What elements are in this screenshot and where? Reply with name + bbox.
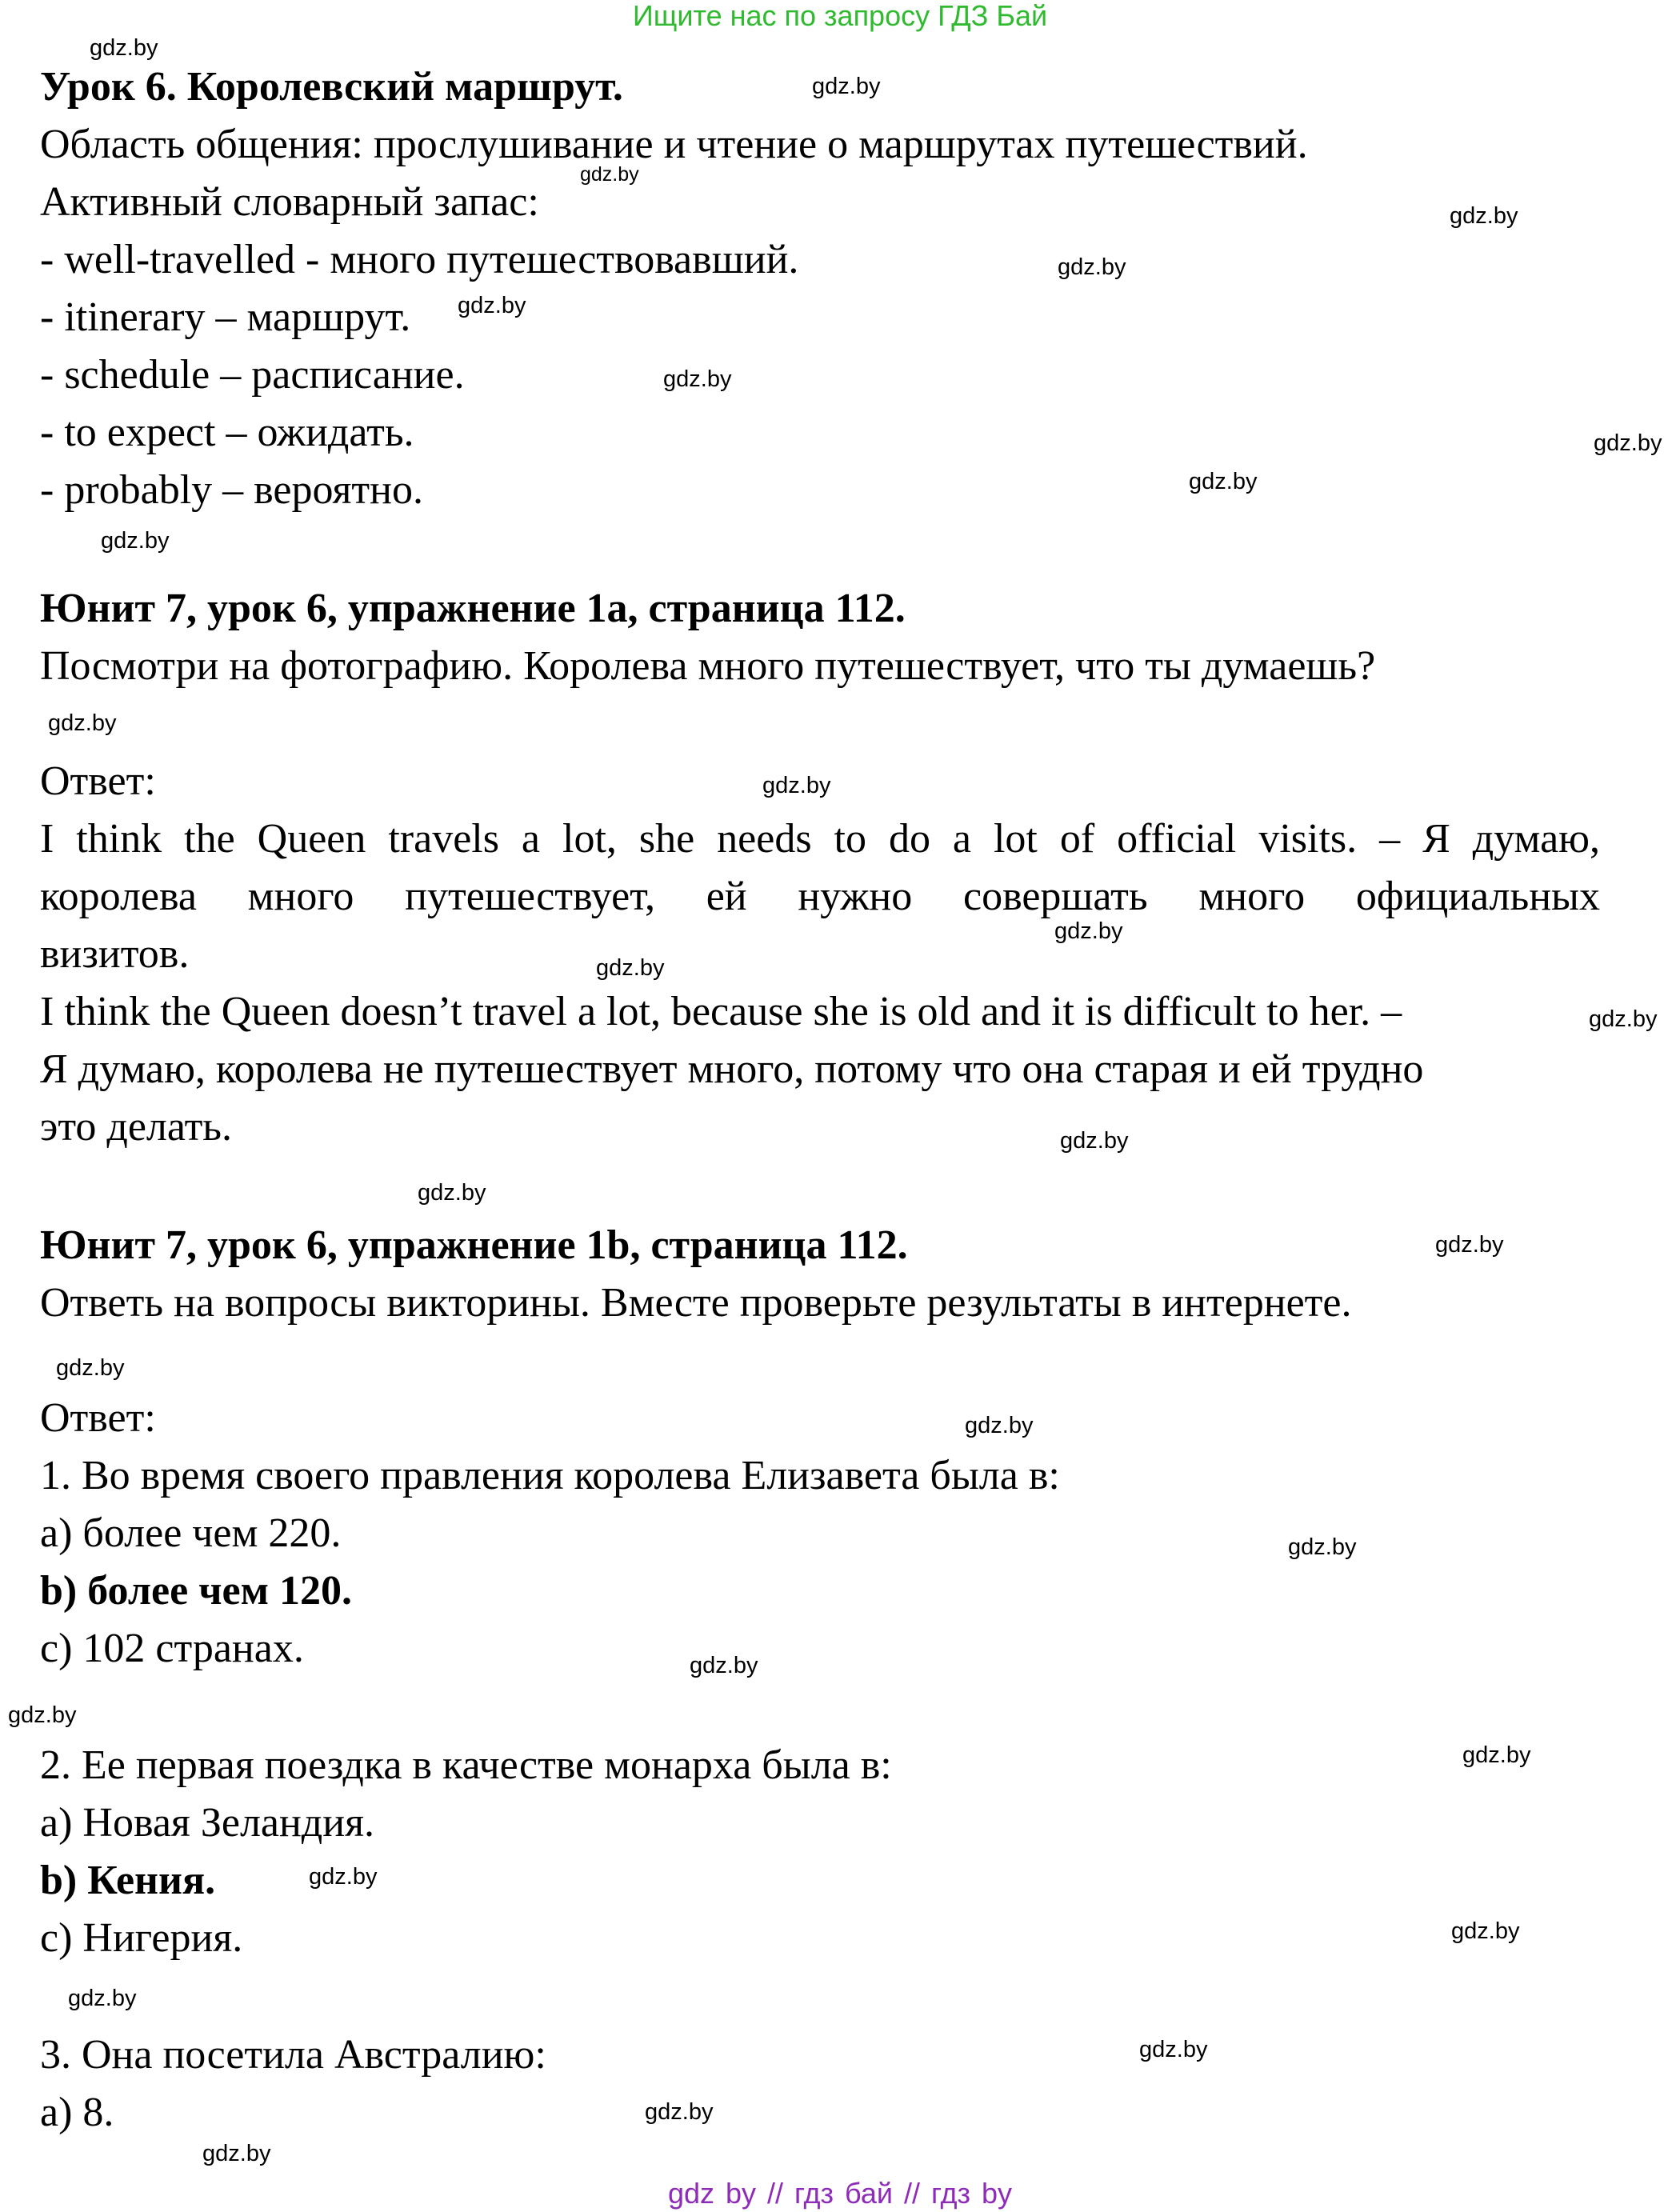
ex1a-answer-label: Ответ: bbox=[40, 758, 156, 804]
q1-option-b-correct: b) более чем 120. bbox=[40, 1568, 353, 1614]
q1-question: 1. Во время своего правления королева Елизавета была в: bbox=[40, 1453, 1060, 1498]
watermark: gdz.by bbox=[1435, 1232, 1504, 1258]
ex1a-answer-line: Я думаю, королева не путешествует много, потому что она старая и ей трудно bbox=[40, 1046, 1424, 1092]
watermark: gdz.by bbox=[1594, 430, 1662, 456]
vocab-item: - to expect – ожидать. bbox=[40, 410, 414, 455]
watermark: gdz.by bbox=[1139, 2037, 1208, 2062]
watermark: gdz.by bbox=[762, 773, 831, 798]
watermark: gdz.by bbox=[580, 163, 639, 186]
watermark: gdz.by bbox=[1451, 1918, 1520, 1944]
watermark: gdz.by bbox=[8, 1702, 77, 1728]
watermark: gdz.by bbox=[645, 2099, 714, 2125]
q2-option-a: а) Новая Зеландия. bbox=[40, 1800, 375, 1846]
watermark: gdz.by bbox=[1450, 203, 1518, 229]
watermark: gdz.by bbox=[965, 1413, 1034, 1438]
q1-option-a: а) более чем 220. bbox=[40, 1510, 342, 1556]
watermark: gdz.by bbox=[90, 35, 158, 61]
ex1a-answer-line: I think the Queen travels a lot, she needs to do a lot of official visits. – Я думаю, bbox=[40, 816, 1600, 862]
watermark: gdz.by bbox=[663, 366, 732, 392]
watermark: gdz.by bbox=[1589, 1006, 1658, 1032]
watermark: gdz.by bbox=[1054, 918, 1123, 944]
watermark: gdz.by bbox=[690, 1653, 758, 1678]
q2-option-c: с) Нигерия. bbox=[40, 1915, 243, 1961]
ex1b-heading: Юнит 7, урок 6, упражнение 1b, страница 112. bbox=[40, 1222, 908, 1268]
vocab-item: - schedule – расписание. bbox=[40, 352, 465, 398]
watermark: gdz.by bbox=[1058, 254, 1126, 280]
q2-option-b-correct: b) Кения. bbox=[40, 1858, 216, 1903]
watermark: gdz.by bbox=[56, 1355, 125, 1381]
watermark: gdz.by bbox=[202, 2141, 271, 2166]
ex1b-task: Ответь на вопросы викторины. Вместе проверьте результаты в интернете. bbox=[40, 1280, 1352, 1326]
lesson-title: Урок 6. Королевский маршрут. bbox=[40, 64, 623, 110]
bottom-banner[interactable]: gdz by // гдз бай // гдз by bbox=[667, 2177, 1013, 2210]
q2-question: 2. Ее первая поездка в качестве монарха была в: bbox=[40, 1742, 892, 1788]
q3-question: 3. Она посетила Австралию: bbox=[40, 2032, 546, 2078]
watermark: gdz.by bbox=[1060, 1128, 1129, 1154]
q1-option-c: с) 102 странах. bbox=[40, 1626, 304, 1671]
watermark: gdz.by bbox=[1288, 1534, 1357, 1560]
watermark: gdz.by bbox=[68, 1986, 137, 2011]
ex1a-task: Посмотри на фотографию. Королева много путешествует, что ты думаешь? bbox=[40, 643, 1376, 689]
lesson-area: Область общения: прослушивание и чтение о маршрутах путешествий. bbox=[40, 122, 1308, 167]
ex1a-answer-line: королева много путешествует, ей нужно совершать много официальных bbox=[40, 874, 1600, 919]
q3-option-a: а) 8. bbox=[40, 2090, 114, 2135]
ex1b-answer-label: Ответ: bbox=[40, 1395, 156, 1441]
ex1a-heading: Юнит 7, урок 6, упражнение 1а, страница 112. bbox=[40, 586, 906, 631]
ex1a-answer-line: I think the Queen doesn’t travel a lot, because she is old and it is difficult to her. – bbox=[40, 989, 1402, 1034]
ex1a-answer-line: это делать. bbox=[40, 1104, 233, 1150]
vocab-item: - probably – вероятно. bbox=[40, 467, 423, 513]
vocab-item: - well-travelled - много путешествовавший. bbox=[40, 237, 799, 282]
watermark: gdz.by bbox=[309, 1864, 378, 1890]
watermark: gdz.by bbox=[596, 955, 665, 981]
ex1a-answer-line: визитов. bbox=[40, 931, 190, 977]
watermark: gdz.by bbox=[1462, 1742, 1531, 1768]
watermark: gdz.by bbox=[1189, 469, 1258, 494]
top-banner[interactable]: Ищите нас по запросу ГДЗ Бай bbox=[632, 0, 1048, 32]
watermark: gdz.by bbox=[101, 528, 170, 554]
watermark: gdz.by bbox=[812, 74, 881, 99]
vocab-item: - itinerary – маршрут. bbox=[40, 294, 411, 340]
watermark: gdz.by bbox=[48, 710, 117, 736]
watermark: gdz.by bbox=[458, 293, 526, 318]
vocab-title: Активный словарный запас: bbox=[40, 179, 539, 225]
watermark: gdz.by bbox=[418, 1180, 486, 1206]
